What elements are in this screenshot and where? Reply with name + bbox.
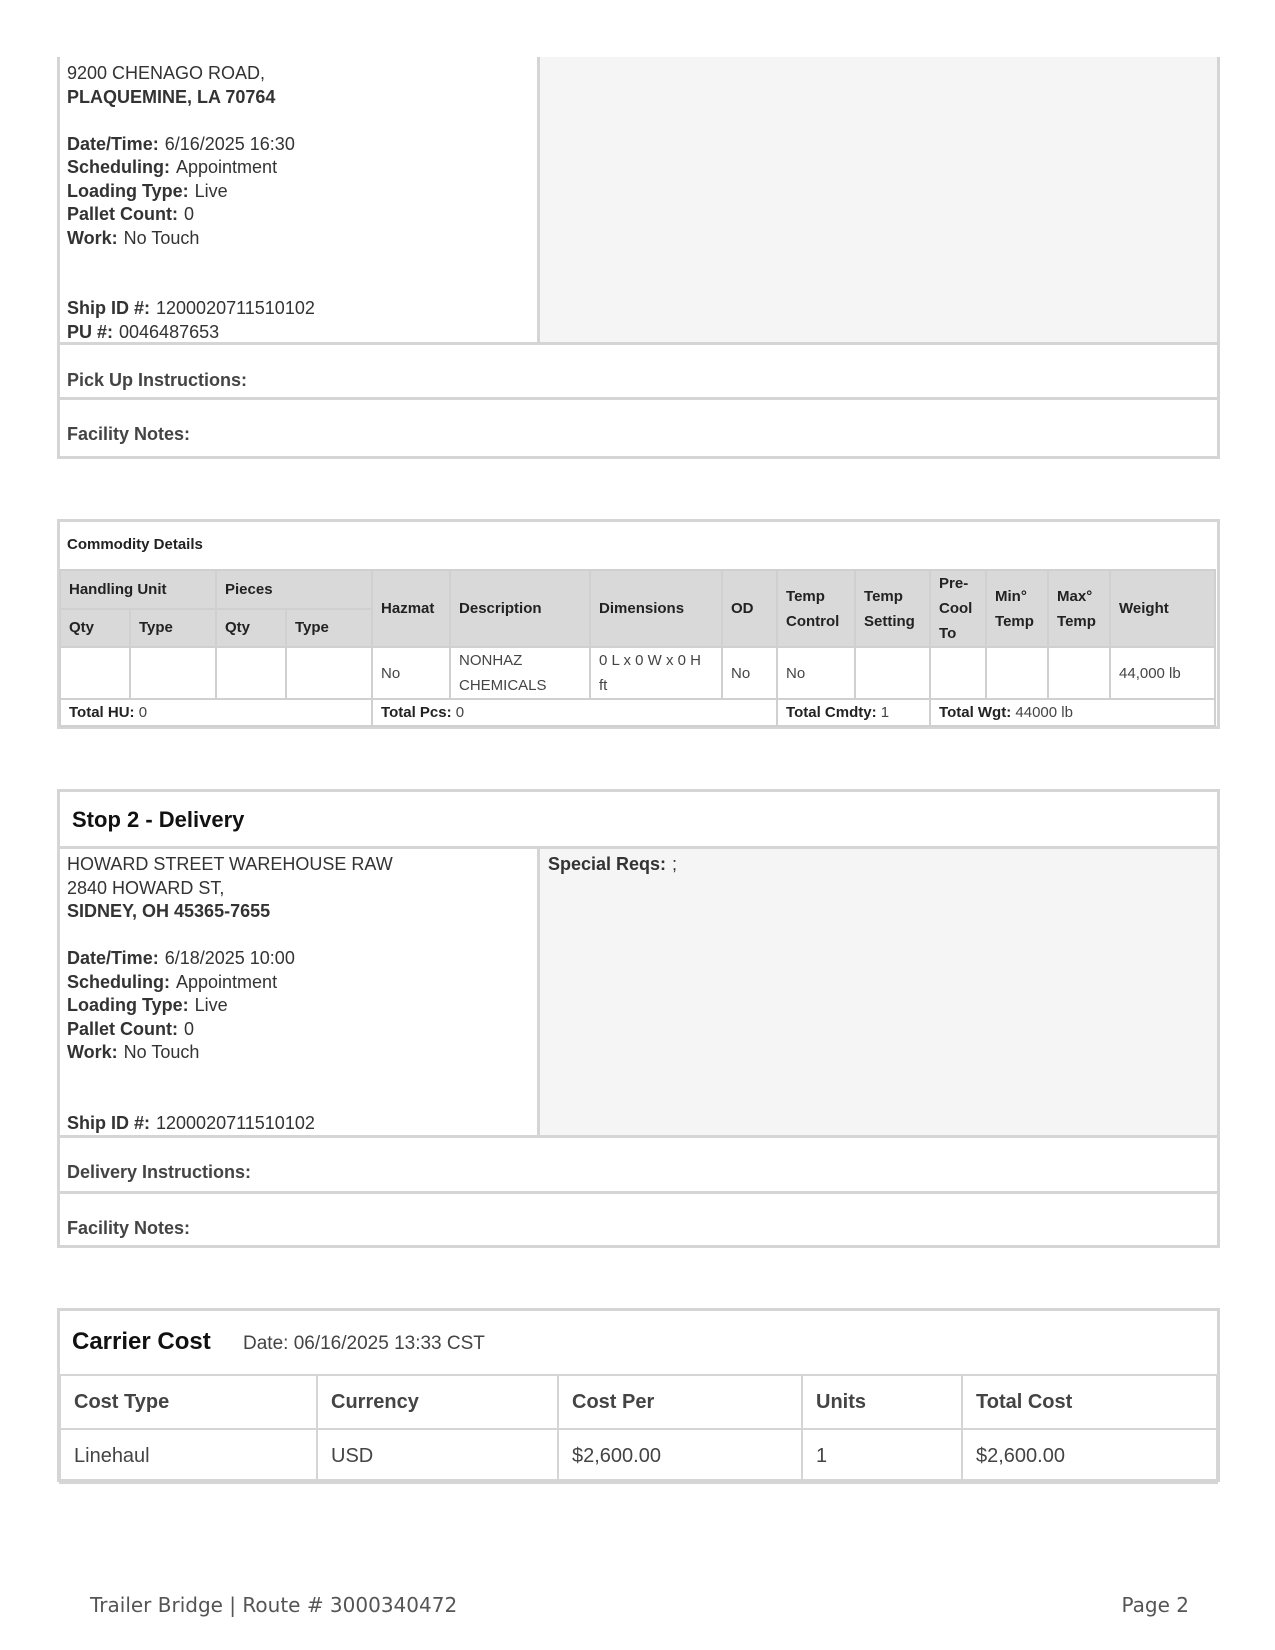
currency-header: Currency xyxy=(317,1375,558,1429)
pcs-type-header: Type xyxy=(286,609,372,648)
weight-cell: 44,000 lb xyxy=(1110,647,1215,699)
stop2-address-line: 2840 HOWARD ST, xyxy=(67,877,225,898)
stop2-pallet-count-label: Pallet Count: xyxy=(67,1018,178,1039)
handling-unit-header: Handling Unit xyxy=(60,570,216,609)
stop1-address-column xyxy=(60,57,540,342)
stop2-ship-id-value: 1200020711510102 xyxy=(156,1112,315,1133)
min-temp-header: Min° Temp xyxy=(986,570,1048,647)
precool-header: Pre- Cool To xyxy=(930,570,986,647)
stop2-facility-notes-row xyxy=(60,1191,1217,1246)
stop1-panel xyxy=(57,57,1220,459)
cost-type-cell: Linehaul xyxy=(60,1429,317,1483)
total-cmdty-label: Total Cmdty: xyxy=(786,704,877,721)
stop2-loading-type-value: Live xyxy=(194,995,228,1015)
stop2-name-line: HOWARD STREET WAREHOUSE RAW xyxy=(67,854,393,874)
stop1-scheduling-label: Scheduling: xyxy=(67,157,170,177)
hu-type-header: Type xyxy=(130,609,216,648)
special-reqs-value: ; xyxy=(672,854,678,874)
delivery-instructions-row xyxy=(60,1135,1217,1190)
units-cell: 1 xyxy=(802,1429,962,1483)
total-cmdty-value: 1 xyxy=(880,704,890,721)
commodity-panel xyxy=(57,519,1220,729)
description-cell: NONHAZ CHEMICALS xyxy=(450,647,590,699)
totals-row xyxy=(60,699,1215,726)
total-pcs-label: Total Pcs: xyxy=(381,704,452,721)
stop2-address-column xyxy=(60,849,540,1135)
total-pcs-value: 0 xyxy=(455,704,465,721)
footer-route: Trailer Bridge | Route # 3000340472 xyxy=(90,1593,458,1617)
units-header: Units xyxy=(802,1375,962,1429)
stop2-title: Stop 2 - Delivery xyxy=(72,807,245,832)
description-header: Description xyxy=(450,570,590,647)
carrier-cost-panel xyxy=(57,1308,1220,1482)
stop2-datetime-value: 6/18/2025 10:00 xyxy=(164,948,295,968)
stop1-city-line: PLAQUEMINE, LA 70764 xyxy=(67,86,276,107)
stop1-address-line: 9200 CHENAGO ROAD, xyxy=(67,63,266,83)
hazmat-cell: No xyxy=(372,647,450,699)
stop1-pickup-instructions-row xyxy=(60,342,1217,397)
table-row xyxy=(60,1429,1217,1483)
stop2-special-column xyxy=(540,849,1217,1135)
stop2-work-value: No Touch xyxy=(123,1042,200,1062)
stop2-scheduling-value: Appointment xyxy=(176,971,278,992)
max-temp-header: Max° Temp xyxy=(1048,570,1110,647)
hazmat-header: Hazmat xyxy=(372,570,450,647)
weight-header: Weight xyxy=(1110,570,1215,647)
stop1-pallet-count-value: 0 xyxy=(184,204,195,224)
stop1-special-column xyxy=(540,57,1217,342)
total-hu-value: 0 xyxy=(138,704,148,721)
cost-type-header: Cost Type xyxy=(60,1375,317,1429)
stop2-city-line: SIDNEY, OH 45365-7655 xyxy=(67,901,271,921)
stop1-facility-notes-row xyxy=(60,397,1217,452)
stop1-pu-value: 0046487653 xyxy=(119,321,220,342)
stop1-loading-type-value: Live xyxy=(194,180,228,201)
stop1-pu-label: PU #: xyxy=(67,321,114,342)
stop1-datetime-label: Date/Time: xyxy=(67,133,159,154)
stop1-work-label: Work: xyxy=(67,227,118,248)
table-row xyxy=(60,647,1215,699)
total-cost-cell: $2,600.00 xyxy=(962,1429,1217,1483)
stop2-pallet-count-value: 0 xyxy=(184,1018,195,1039)
stop1-pallet-count-label: Pallet Count: xyxy=(67,204,178,224)
total-cost-header: Total Cost xyxy=(962,1375,1217,1429)
stop2-ship-id-label: Ship ID #: xyxy=(67,1112,151,1133)
dimensions-cell: 0 L x 0 W x 0 H ft xyxy=(590,647,722,699)
stop1-scheduling-value: Appointment xyxy=(176,157,278,177)
commodity-table xyxy=(59,569,1216,727)
stop1-ship-id-value: 1200020711510102 xyxy=(156,298,315,318)
stop1-facility-notes-label: Facility Notes: xyxy=(67,424,191,444)
temp-control-header: Temp Control xyxy=(777,570,855,647)
dimensions-header: Dimensions xyxy=(590,570,722,647)
cost-per-header: Cost Per xyxy=(558,1375,802,1429)
stop1-pickup-instructions-label: Pick Up Instructions: xyxy=(67,370,248,390)
temp-setting-header: Temp Setting xyxy=(855,570,930,647)
special-reqs-label: Special Reqs: xyxy=(548,854,667,874)
hu-qty-header: Qty xyxy=(60,609,130,648)
carrier-cost-title: Carrier Cost xyxy=(72,1328,211,1355)
carrier-cost-table xyxy=(59,1374,1218,1484)
total-hu-label: Total HU: xyxy=(69,704,135,721)
commodity-title: Commodity Details xyxy=(67,536,203,553)
pieces-header: Pieces xyxy=(216,570,372,609)
stop2-panel xyxy=(57,789,1220,1248)
temp-control-cell: No xyxy=(777,647,855,699)
cost-per-cell: $2,600.00 xyxy=(558,1429,802,1483)
carrier-cost-date: Date: 06/16/2025 13:33 CST xyxy=(243,1333,485,1354)
total-wgt-value: 44000 lb xyxy=(1015,704,1073,721)
currency-cell: USD xyxy=(317,1429,558,1483)
stop1-ship-id-label: Ship ID #: xyxy=(67,298,151,318)
pcs-qty-header: Qty xyxy=(216,609,286,648)
total-wgt-label: Total Wgt: xyxy=(939,704,1012,721)
stop1-datetime-value: 6/16/2025 16:30 xyxy=(164,133,295,154)
od-cell: No xyxy=(722,647,777,699)
stop2-work-label: Work: xyxy=(67,1042,118,1062)
stop2-loading-type-label: Loading Type: xyxy=(67,995,189,1015)
stop2-facility-notes-label: Facility Notes: xyxy=(67,1218,191,1238)
delivery-instructions-label: Delivery Instructions: xyxy=(67,1162,252,1182)
stop1-work-value: No Touch xyxy=(123,227,200,248)
stop2-scheduling-label: Scheduling: xyxy=(67,971,170,992)
footer-page-number: Page 2 xyxy=(1121,1593,1189,1617)
od-header: OD xyxy=(722,570,777,647)
stop1-loading-type-label: Loading Type: xyxy=(67,180,189,201)
stop2-datetime-label: Date/Time: xyxy=(67,948,159,968)
